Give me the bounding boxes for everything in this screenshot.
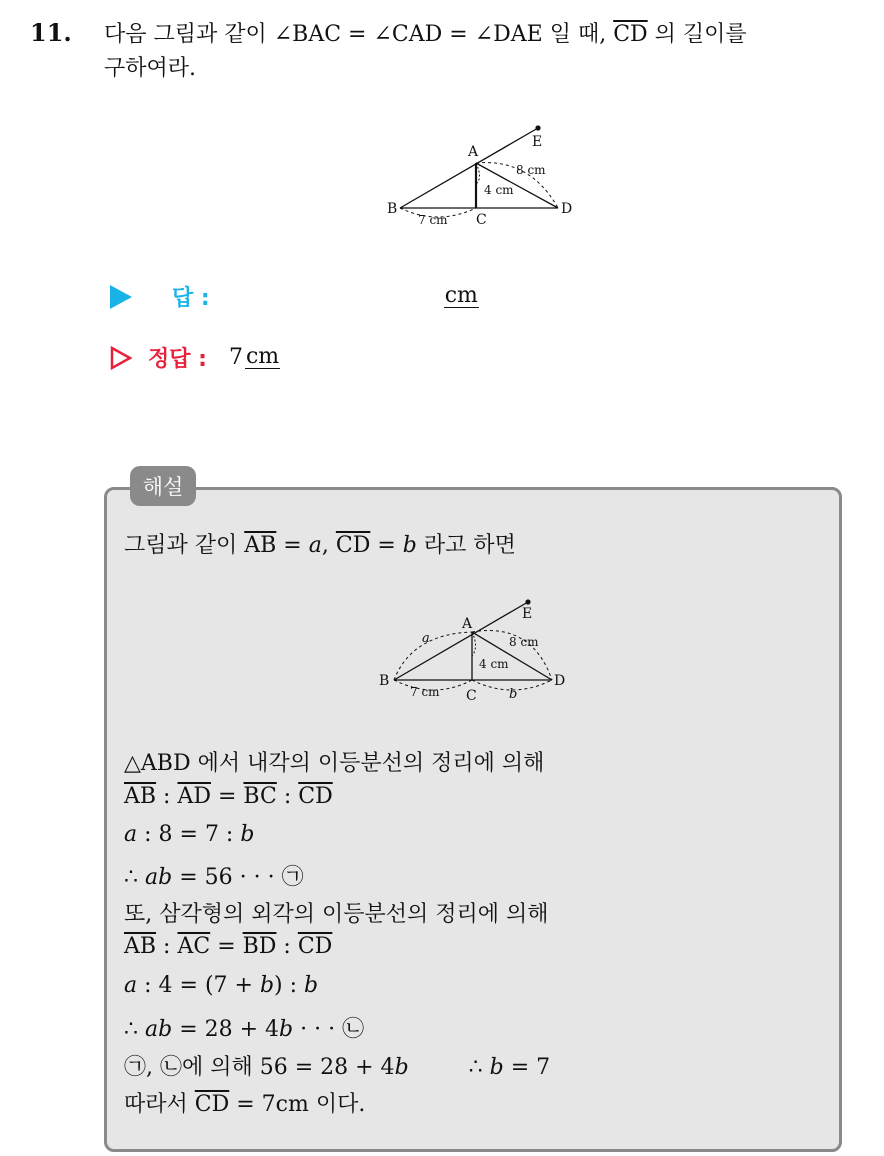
measure-ac: 4 cm [479,657,509,671]
solution-line-1: △ABD 에서 내각의 이등분선의 정리에 의해 [124,751,545,776]
segment-cd: $\overline{CD}$ [335,533,371,558]
correct-answer-row [110,342,280,373]
question-number: 11. [30,18,72,47]
correct-answer-label: 정답 : [148,347,207,372]
question-text-line2: 구하여라. [104,56,197,81]
var-a-label: a [422,631,430,646]
label-a: A [462,616,473,632]
label-c: C [476,212,487,228]
label-e: E [522,606,533,622]
solution-line-7: a : 4 = (7 + b) : b [124,973,319,998]
var-b-label: b [509,687,518,702]
solution-figure [372,592,582,710]
correct-answer-unit: cm [245,344,280,369]
solution-line-6: $\overline{AB}$ : $\overline{AC} = \overline{BD}$ : $\overline{CD}$ [124,934,333,959]
solution-intro: 그림과 같이 $\overline{AB} = a$, $\overline{CD} = b$ 라고 하면 [124,533,516,558]
label-c: C [466,688,477,704]
label-e: E [532,134,543,150]
segment-ab: $\overline{AB}$ [244,533,277,558]
solution-tab: 해설 [130,466,196,506]
question-text [104,18,874,86]
label-b: B [387,201,398,217]
measure-ac: 4 cm [484,183,514,197]
segment-cd: $\overline{CD}$ [613,22,648,47]
measure-ad: 8 cm [509,635,539,649]
label-d: D [561,201,573,217]
figure-triangle [380,118,580,230]
solution-line-9: ㉠, ㉡에 의해 56 = 28 + 4b ∴ b = 7 [124,1055,551,1080]
answer-label: 답 : [172,286,210,311]
label-a: A [468,144,479,160]
solution-line-8: ∴ ab = 28 + 4b · · · ㉡ [124,1017,365,1042]
answer-row [110,281,479,312]
solution-line-2: $\overline{AB}$ : $\overline{AD} = \overline{BC}$ : $\overline{CD}$ [124,784,333,809]
solution-line-10: 따라서 $\overline{CD} = 7cm$ 이다. [124,1092,366,1117]
outline-triangle-icon [110,346,132,370]
label-d: D [554,673,566,689]
question-text-line1-end: 의 길이를 [647,22,747,47]
play-triangle-icon [110,285,132,309]
solution-line-5: 또, 삼각형의 외각의 이등분선의 정리에 의해 [124,902,549,927]
question-text-line1: 다음 그림과 같이 ∠BAC = ∠CAD = ∠DAE 일 때, [104,22,614,47]
label-b: B [379,673,390,689]
measure-ad: 8 cm [516,163,546,177]
measure-bc: 7 cm [418,213,448,227]
correct-answer-value: 7 [228,345,243,370]
measure-bc: 7 cm [410,685,440,699]
solution-line-4: ∴ ab = 56 · · · ㉠ [124,865,304,890]
answer-unit: cm [444,283,478,308]
solution-line-3: a : 8 = 7 : b [124,822,255,847]
